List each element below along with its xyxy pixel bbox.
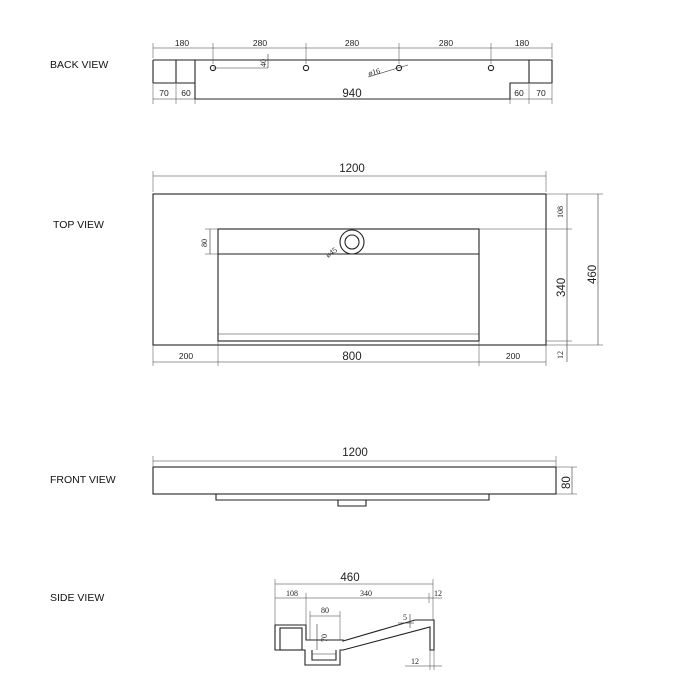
side-slope-dim: 5 xyxy=(403,613,407,622)
back-hole-2 xyxy=(303,65,308,70)
basin-wall-dim: 80 xyxy=(200,239,209,247)
back-dim-70-left: 70 xyxy=(159,88,169,98)
front-width-dim: 1200 xyxy=(342,447,368,459)
back-dim-60-left: 60 xyxy=(181,88,191,98)
back-view xyxy=(153,38,552,104)
back-dim-180-right: 180 xyxy=(514,38,530,48)
top-width-dim: 1200 xyxy=(339,163,365,175)
front-basin-bottom xyxy=(216,494,489,500)
hole-height-dim: 40 xyxy=(259,59,268,67)
front-height-dim: 80 xyxy=(561,476,573,489)
hole-diameter-dim: ø16 xyxy=(367,66,382,78)
side-channel-width-dim: 80 xyxy=(321,606,329,615)
side-front-edge-dim: 12 xyxy=(434,589,442,598)
front-view-label: FRONT VIEW xyxy=(50,474,116,486)
side-basin-dim: 340 xyxy=(360,589,372,598)
top-view-label: TOP VIEW xyxy=(53,219,104,231)
back-dim-280-3: 280 xyxy=(438,38,454,48)
front-view-outline xyxy=(153,467,556,494)
top-left-margin-dim: 200 xyxy=(178,351,194,361)
side-depth-dim: 460 xyxy=(340,572,360,584)
side-view xyxy=(275,572,442,670)
top-front-edge-dim: 12 xyxy=(556,351,565,359)
side-lip-dim: 12 xyxy=(411,657,419,666)
back-view-label: BACK VIEW xyxy=(50,59,109,71)
top-right-margin-dim: 200 xyxy=(505,351,521,361)
basin-outline xyxy=(218,229,479,341)
top-basin-width-dim: 800 xyxy=(342,351,362,363)
side-back-edge-dim: 108 xyxy=(286,589,298,598)
top-back-edge-dim: 108 xyxy=(556,206,565,218)
drain-diameter-dim: ø45 xyxy=(323,245,339,260)
side-drain xyxy=(312,650,336,660)
front-drain xyxy=(338,500,366,506)
back-hole-4 xyxy=(488,65,493,70)
drain-outer xyxy=(340,230,364,254)
top-basin-depth-dim: 340 xyxy=(556,277,568,297)
top-view-outline xyxy=(153,194,546,345)
side-back-channel xyxy=(280,628,302,650)
side-channel-height-dim: 70 xyxy=(320,634,329,642)
drain-inner xyxy=(345,235,359,249)
back-dim-940: 940 xyxy=(342,88,362,100)
back-dim-180-left: 180 xyxy=(174,38,190,48)
top-view xyxy=(153,163,603,366)
front-view xyxy=(153,447,577,506)
back-dim-280-2: 280 xyxy=(344,38,360,48)
top-depth-dim: 460 xyxy=(587,264,599,284)
back-dim-60-right: 60 xyxy=(514,88,524,98)
back-dim-70-right: 70 xyxy=(536,88,546,98)
back-dim-280-1: 280 xyxy=(252,38,268,48)
side-view-label: SIDE VIEW xyxy=(50,592,105,604)
